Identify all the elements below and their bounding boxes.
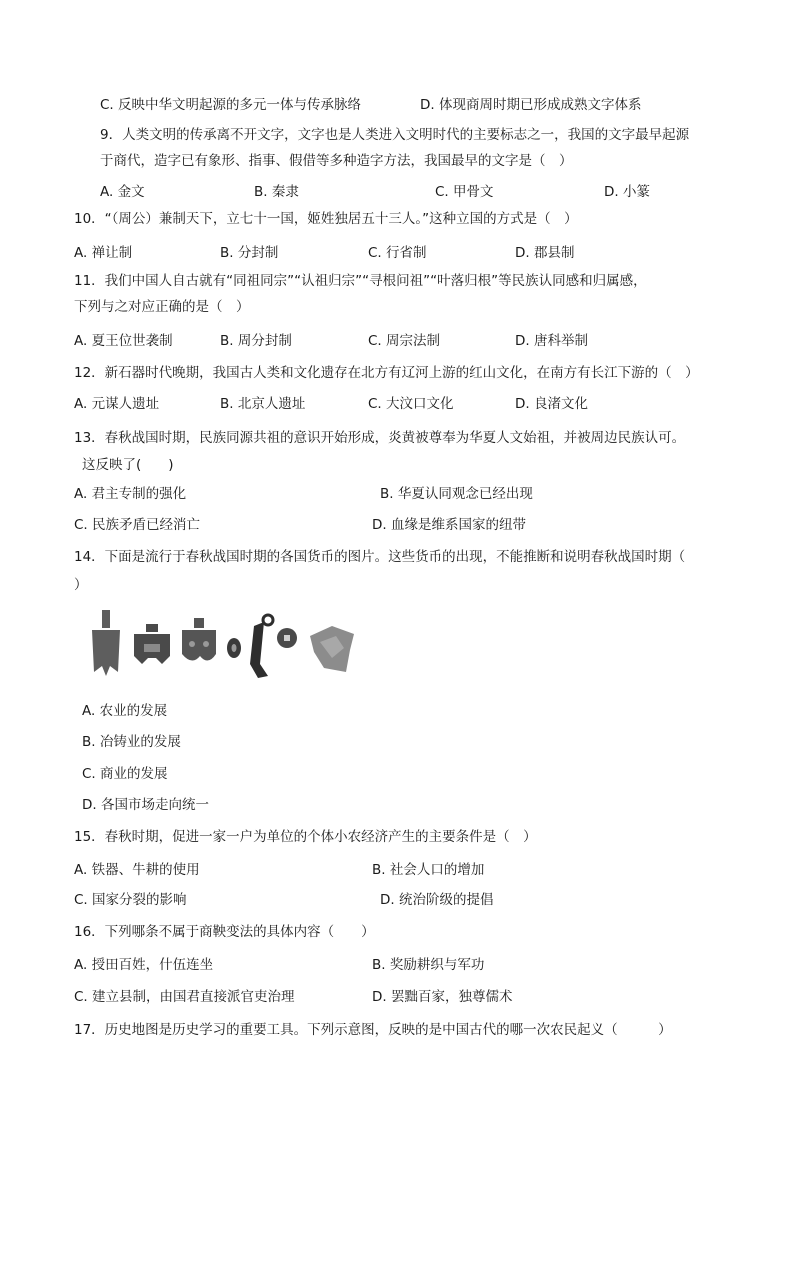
q9-stem-line2: 于商代，造字已有象形、指事、假借等多种造字方法，我国最早的文字是（ ）: [100, 153, 573, 169]
round-spade-coin-icon: [182, 618, 216, 661]
q15-option-a: A. 铁器、牛耕的使用: [74, 862, 200, 878]
q14-stem-line2: ）: [74, 577, 88, 593]
q10-option-c: C. 行省制: [368, 245, 427, 261]
q9-stem-line1: 9．人类文明的传承离不开文字，文字也是人类进入文明时代的主要标志之一，我国的文字最早起源: [100, 127, 690, 143]
q12-stem: 12．新石器时代晚期，我国古人类和文化遗存在北方有辽河上游的红山文化，在南方有长江下游的（ ）: [74, 365, 699, 381]
q11-option-b: B. 周分封制: [220, 333, 292, 349]
q15-option-d: D. 统治阶级的提倡: [380, 892, 494, 908]
q16-option-c: C. 建立县制，由国君直接派官吏治理: [74, 989, 295, 1005]
q13-stem-line2: 这反映了( ): [82, 457, 174, 473]
q11-option-a: A. 夏王位世袭制: [74, 333, 173, 349]
q14-option-c: C. 商业的发展: [82, 766, 168, 782]
q9-option-c: C. 甲骨文: [435, 184, 494, 200]
q16-option-a: A. 授田百姓，什伍连坐: [74, 957, 214, 973]
q8-option-d: D. 体现商周时期已形成成熟文字体系: [420, 97, 642, 113]
q10-stem: 10．“（周公）兼制天下，立七十一国，姬姓独居五十三人。”这种立国的方式是（ ）: [74, 211, 578, 227]
q12-option-b: B. 北京人遗址: [220, 396, 306, 412]
q15-stem: 15．春秋时期，促进一家一户为单位的个体小农经济产生的主要条件是（ ）: [74, 829, 537, 845]
knife-coin-icon: [250, 615, 273, 678]
q13-stem-line1: 13．春秋战国时期，民族同源共祖的意识开始形成，炎黄被尊奉为华夏人文始祖，并被周边民族认可。: [74, 430, 686, 446]
q11-stem-line1: 11．我们中国人自古就有“同祖同宗”“认祖归宗”“寻根问祖”“叶落归根”等民族认同感和归属感，: [74, 273, 647, 289]
q10-option-d: D. 郡县制: [515, 245, 575, 261]
q12-option-c: C. 大汶口文化: [368, 396, 454, 412]
q15-option-b: B. 社会人口的增加: [372, 862, 485, 878]
q13-option-a: A. 君主专制的强化: [74, 486, 187, 502]
pointed-spade-coin-icon: [134, 624, 170, 664]
q11-option-c: C. 周宗法制: [368, 333, 441, 349]
q12-option-d: D. 良渚文化: [515, 396, 588, 412]
q9-option-d: D. 小篆: [604, 184, 650, 200]
q13-option-d: D. 血缘是维系国家的纽带: [372, 517, 526, 533]
q10-option-a: A. 禅让制: [74, 245, 133, 261]
gold-plate-coin-icon: [310, 626, 354, 672]
q17-stem: 17．历史地图是历史学习的重要工具。下列示意图，反映的是中国古代的哪一次农民起义（ ）: [74, 1022, 672, 1038]
q11-option-d: D. 唐科举制: [515, 333, 588, 349]
q14-option-a: A. 农业的发展: [82, 703, 168, 719]
q14-option-b: B. 冶铸业的发展: [82, 734, 181, 750]
q16-stem: 16．下列哪条不属于商鞅变法的具体内容（ ）: [74, 924, 375, 940]
q9-option-b: B. 秦隶: [254, 184, 299, 200]
round-coin-icon: [277, 628, 297, 648]
q9-option-a: A. 金文: [100, 184, 145, 200]
q14-option-d: D. 各国市场走向统一: [82, 797, 209, 813]
q8-option-c: C. 反映中华文明起源的多元一体与传承脉络: [100, 97, 362, 113]
ancient-coins-image: [88, 606, 358, 686]
q11-stem-line2: 下列与之对应正确的是（ ）: [74, 299, 250, 315]
q12-option-a: A. 元谋人遗址: [74, 396, 160, 412]
q16-option-d: D. 罢黜百家，独尊儒术: [372, 989, 513, 1005]
q13-option-c: C. 民族矛盾已经消亡: [74, 517, 201, 533]
q15-option-c: C. 国家分裂的影响: [74, 892, 187, 908]
q16-option-b: B. 奖励耕织与军功: [372, 957, 485, 973]
ant-nose-coin-icon: [227, 638, 241, 658]
q14-stem-line1: 14．下面是流行于春秋战国时期的各国货币的图片。这些货币的出现，不能推断和说明春秋战国时期（: [74, 549, 686, 565]
spade-coin-icon: [92, 610, 120, 676]
q10-option-b: B. 分封制: [220, 245, 279, 261]
q13-option-b: B. 华夏认同观念已经出现: [380, 486, 533, 502]
